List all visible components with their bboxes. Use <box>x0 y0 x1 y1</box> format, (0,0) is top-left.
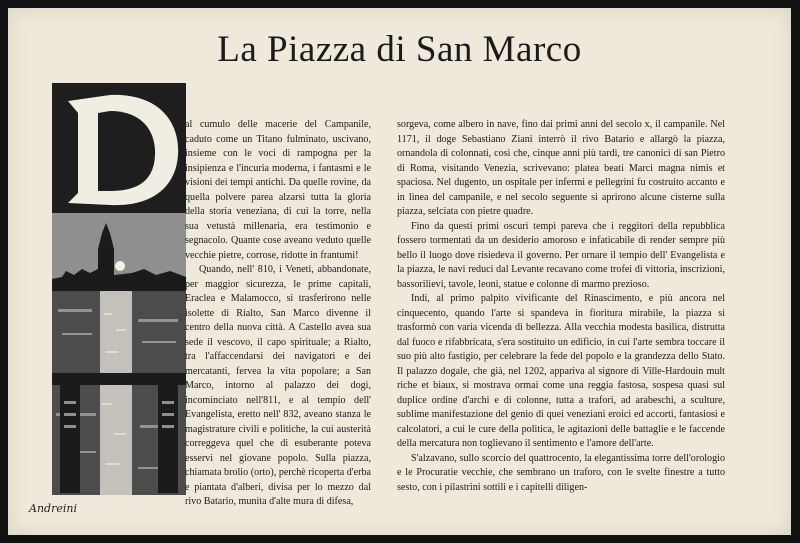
moon-icon <box>115 261 125 271</box>
paragraph: S'alzavano, sullo scorcio del quattrocento, la elegantissima torre dell'orologio e le Procuratie vecchie, che sembrano un traforo, con le svelte finestre a tutto sesto, con i pilastrini sottili e i capitelli diligen- <box>397 452 725 493</box>
gondola-prow-right-icon <box>158 375 178 493</box>
paragraph: Indi, al primo palpito vivificante del Rinascimento, e più ancora nel cinquecento, quando l'arte si spandeva in fioritura mirabile, la piazza si trasformò con varia vicenda di bellezza. Alla vecchia modesta basilica, distrutta dal fuoco e rifabbricata, s'era sostituito un edificio, in cui l'arte sembra toccare il suo più alto fastigio, per celebrare la fede del popolo e la grandezza dello Stato. Il palazzo dogale, che già, nel 1202, appariva al signore di Ville-Hardouin mult riche et biaux, si mostrava ormai come una reggia fastosa, sospesa quasi sul duplice ordine d'archi e di colonne, tutta a trafori, ad arabeschi, a sculture, sublime manifestazione del genio di quei veneziani eroici ed accorti, fantasiosi e calcolatori, a cui le cure della politica, le agitazioni delle battaglie e le faccende della mercatura non toglievano il sentimento e l'amore dell'arte. <box>397 293 725 449</box>
paragraph: Quando, nell' 810, i Veneti, abbandonate, per maggior sicurezza, le prime capitali, Eraclea e Malamocco, si trasferirono nelle isolette di Rialto, San Marco divenne il centro della nuova città. A Castello avea sua sede il vescovo, il capo spirituale; a Rialto, tra l'affaccendarsi dei navigatori e dei mercatanti, fervea la vita popolare; a San Marco, intorno al palazzo dei dogi, incominciato nell'811, e al tempio dell' Evangelista, eretto nell' 832, aveano stanza le magistrature civili e politiche, la cui austerità correggeva quel che di esuberante poteva esservi nel giovane popolo. Sulla piazza, chiamata brolio (orto), perchè ricoperta d'erba e piantata d'alberi, divisa per lo mezzo dal rivo Batario, munita d'alte mura di difesa, <box>185 264 371 507</box>
illuminated-initial-illustration <box>52 83 186 495</box>
page-title: La Piazza di San Marco <box>217 29 582 70</box>
artist-signature: Andreini <box>29 502 77 515</box>
text-column-right <box>397 118 725 495</box>
paragraph: sorgeva, come albero in nave, fino dai primi anni del secolo x, il campanile. Nel 1171, il doge Sebastiano Ziani interrò il rivo Batario e allargò la piazza, ornandola di colonnati, così che, cinque anni più tardi, tre canonici di san Pietro di Roma, visitando Venezia, scrivevano: platea beati Marci magna nimis et spaciosa. Nel dugento, un ospitale per infermi e pellegrini fu costruito accanto e in linea del campanile, e nel secolo seguente si aprirono alcune cisterne sulla piazza, selciata con pietre quadre. <box>397 119 725 217</box>
paragraph: al cumulo delle macerie del Campanile, caduto come un Titano fulminato, uscivano, insieme con le voci di rampogna per la insipienza e l'incuria moderna, i fantasmi e le visioni dei tempi antichi. Da quelle rovine, da quella polvere parea alzarsi tutta la gloria della storia veneziana, di cui la torre, nella sua vetustà millenaria, era testimonio e segnacolo. Quante cose aveano veduto quelle vecchie pietre, corrose, ridotte in frantumi! <box>185 119 371 261</box>
gondola-prow-left-icon <box>60 375 80 493</box>
page <box>8 8 791 535</box>
text-column-left <box>185 118 371 510</box>
paragraph: Fino da questi primi oscuri tempi pareva che i reggitori della repubblica fossero tormentati da un desiderio amoroso e infaticabile di render sempre più bello il luogo dove risiedeva il governo. Per ornare il tempio dell' Evangelista e la piazza, le navi reduci dal Levante recavano come trofei di vittoria, inscrizioni, bassorilievi, tavole, leoni, statue e colonne di marmo prezioso. <box>397 220 725 290</box>
